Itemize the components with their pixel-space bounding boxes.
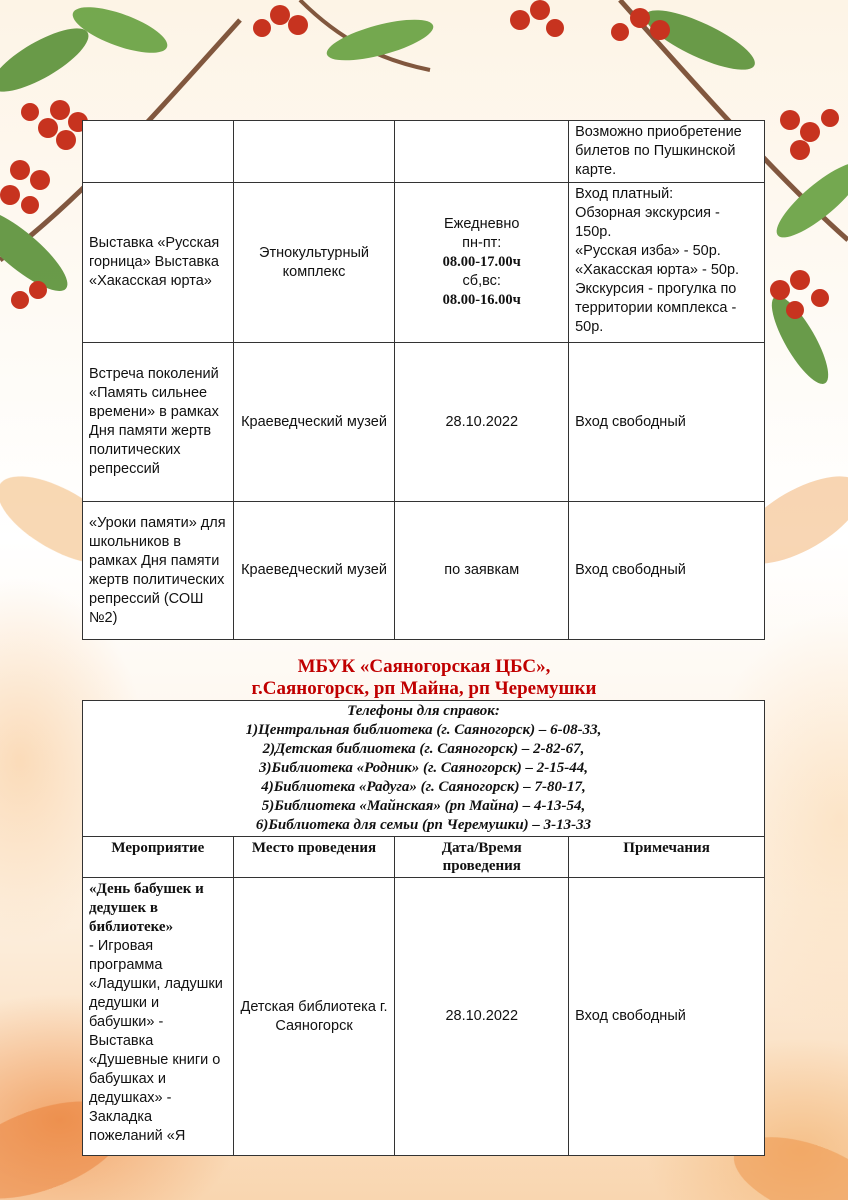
table-row bbox=[83, 343, 765, 502]
table-row bbox=[83, 121, 765, 183]
note-cell: Вход свободный bbox=[569, 502, 765, 640]
phone-line: 2)Детская библиотека (г. Саяногорск) – 2-82-67, bbox=[262, 741, 585, 757]
time-cell bbox=[395, 183, 569, 343]
note-cell: Вход свободный bbox=[569, 878, 765, 1156]
note-line: «Хакасская юрта» - 50р. bbox=[575, 262, 740, 278]
phone-line: 3)Библиотека «Родник» (г. Саяногорск) – 2-15-44, bbox=[258, 760, 589, 776]
event-title: «День бабушек и дедушек в библиотеке» bbox=[89, 881, 204, 935]
phones-title: Телефоны для справок: bbox=[347, 703, 500, 719]
table-row bbox=[83, 878, 765, 1156]
phone-line: 6)Библиотека для семьи (рп Черемушки) – 3-13-33 bbox=[255, 817, 592, 833]
time-line: Ежедневно bbox=[444, 216, 520, 232]
note-line: «Русская изба» - 50р. bbox=[575, 243, 721, 259]
time-line: сб,вс: bbox=[462, 273, 501, 289]
event-body: - Игровая программа «Ладушки, ладушки дедушки и бабушки» - Выставка «Душевные книги о бабушках и дедушках» - Закладка пожеланий «Я bbox=[89, 938, 223, 1144]
note-cell bbox=[569, 183, 765, 343]
column-header: Дата/Время проведения bbox=[395, 837, 569, 878]
place-cell: Краеведческий музей bbox=[233, 343, 395, 502]
event-cell bbox=[83, 121, 234, 183]
event-cell: Выставка «Русская горница» Выставка «Хакасская юрта» bbox=[83, 183, 234, 343]
phones-row bbox=[83, 701, 765, 837]
time-line: 08.00-17.00ч bbox=[442, 254, 521, 270]
time-cell: 28.10.2022 bbox=[395, 878, 569, 1156]
note-line: Экскурсия - прогулка по территории комплекса - 50р. bbox=[575, 281, 737, 335]
events-table-top bbox=[82, 120, 765, 640]
note-line: Обзорная экскурсия - 150р. bbox=[575, 205, 720, 240]
note-line: Вход платный: bbox=[575, 186, 674, 202]
time-line: 08.00-16.00ч bbox=[442, 292, 521, 308]
phone-line: 4)Библиотека «Радуга» (г. Саяногорск) – 7-80-17, bbox=[261, 779, 586, 795]
phone-line: 1)Центральная библиотека (г. Саяногорск) – 6-08-33, bbox=[245, 722, 602, 738]
section-title-line: МБУК «Саяногорская ЦБС», bbox=[297, 656, 551, 677]
note-cell: Возможно приобретение билетов по Пушкинской карте. bbox=[569, 121, 765, 183]
section-title bbox=[0, 656, 848, 700]
time-cell bbox=[395, 121, 569, 183]
column-header: Мероприятие bbox=[83, 837, 234, 878]
event-cell: Встреча поколений «Память сильнее времени» в рамках Дня памяти жертв политических репрессий bbox=[83, 343, 234, 502]
section-title-line: г.Саяногорск, рп Майна, рп Черемушки bbox=[251, 678, 597, 699]
events-table-bottom bbox=[82, 700, 765, 1156]
table-row bbox=[83, 502, 765, 640]
header-row bbox=[83, 837, 765, 878]
event-cell bbox=[83, 878, 234, 1156]
phones-cell bbox=[83, 701, 765, 837]
table-row bbox=[83, 183, 765, 343]
place-cell bbox=[233, 121, 395, 183]
event-cell: «Уроки памяти» для школьников в рамках Дня памяти жертв политических репрессий (СОШ №2) bbox=[83, 502, 234, 640]
time-cell: 28.10.2022 bbox=[395, 343, 569, 502]
time-cell: по заявкам bbox=[395, 502, 569, 640]
column-header: Примечания bbox=[569, 837, 765, 878]
phone-line: 5)Библиотека «Майнская» (рп Майна) – 4-13-54, bbox=[261, 798, 586, 814]
place-cell: Краеведческий музей bbox=[233, 502, 395, 640]
column-header: Место проведения bbox=[233, 837, 395, 878]
time-line: пн-пт: bbox=[462, 235, 502, 251]
place-cell: Детская библиотека г. Саяногорск bbox=[233, 878, 395, 1156]
place-cell: Этнокультурный комплекс bbox=[233, 183, 395, 343]
note-cell: Вход свободный bbox=[569, 343, 765, 502]
